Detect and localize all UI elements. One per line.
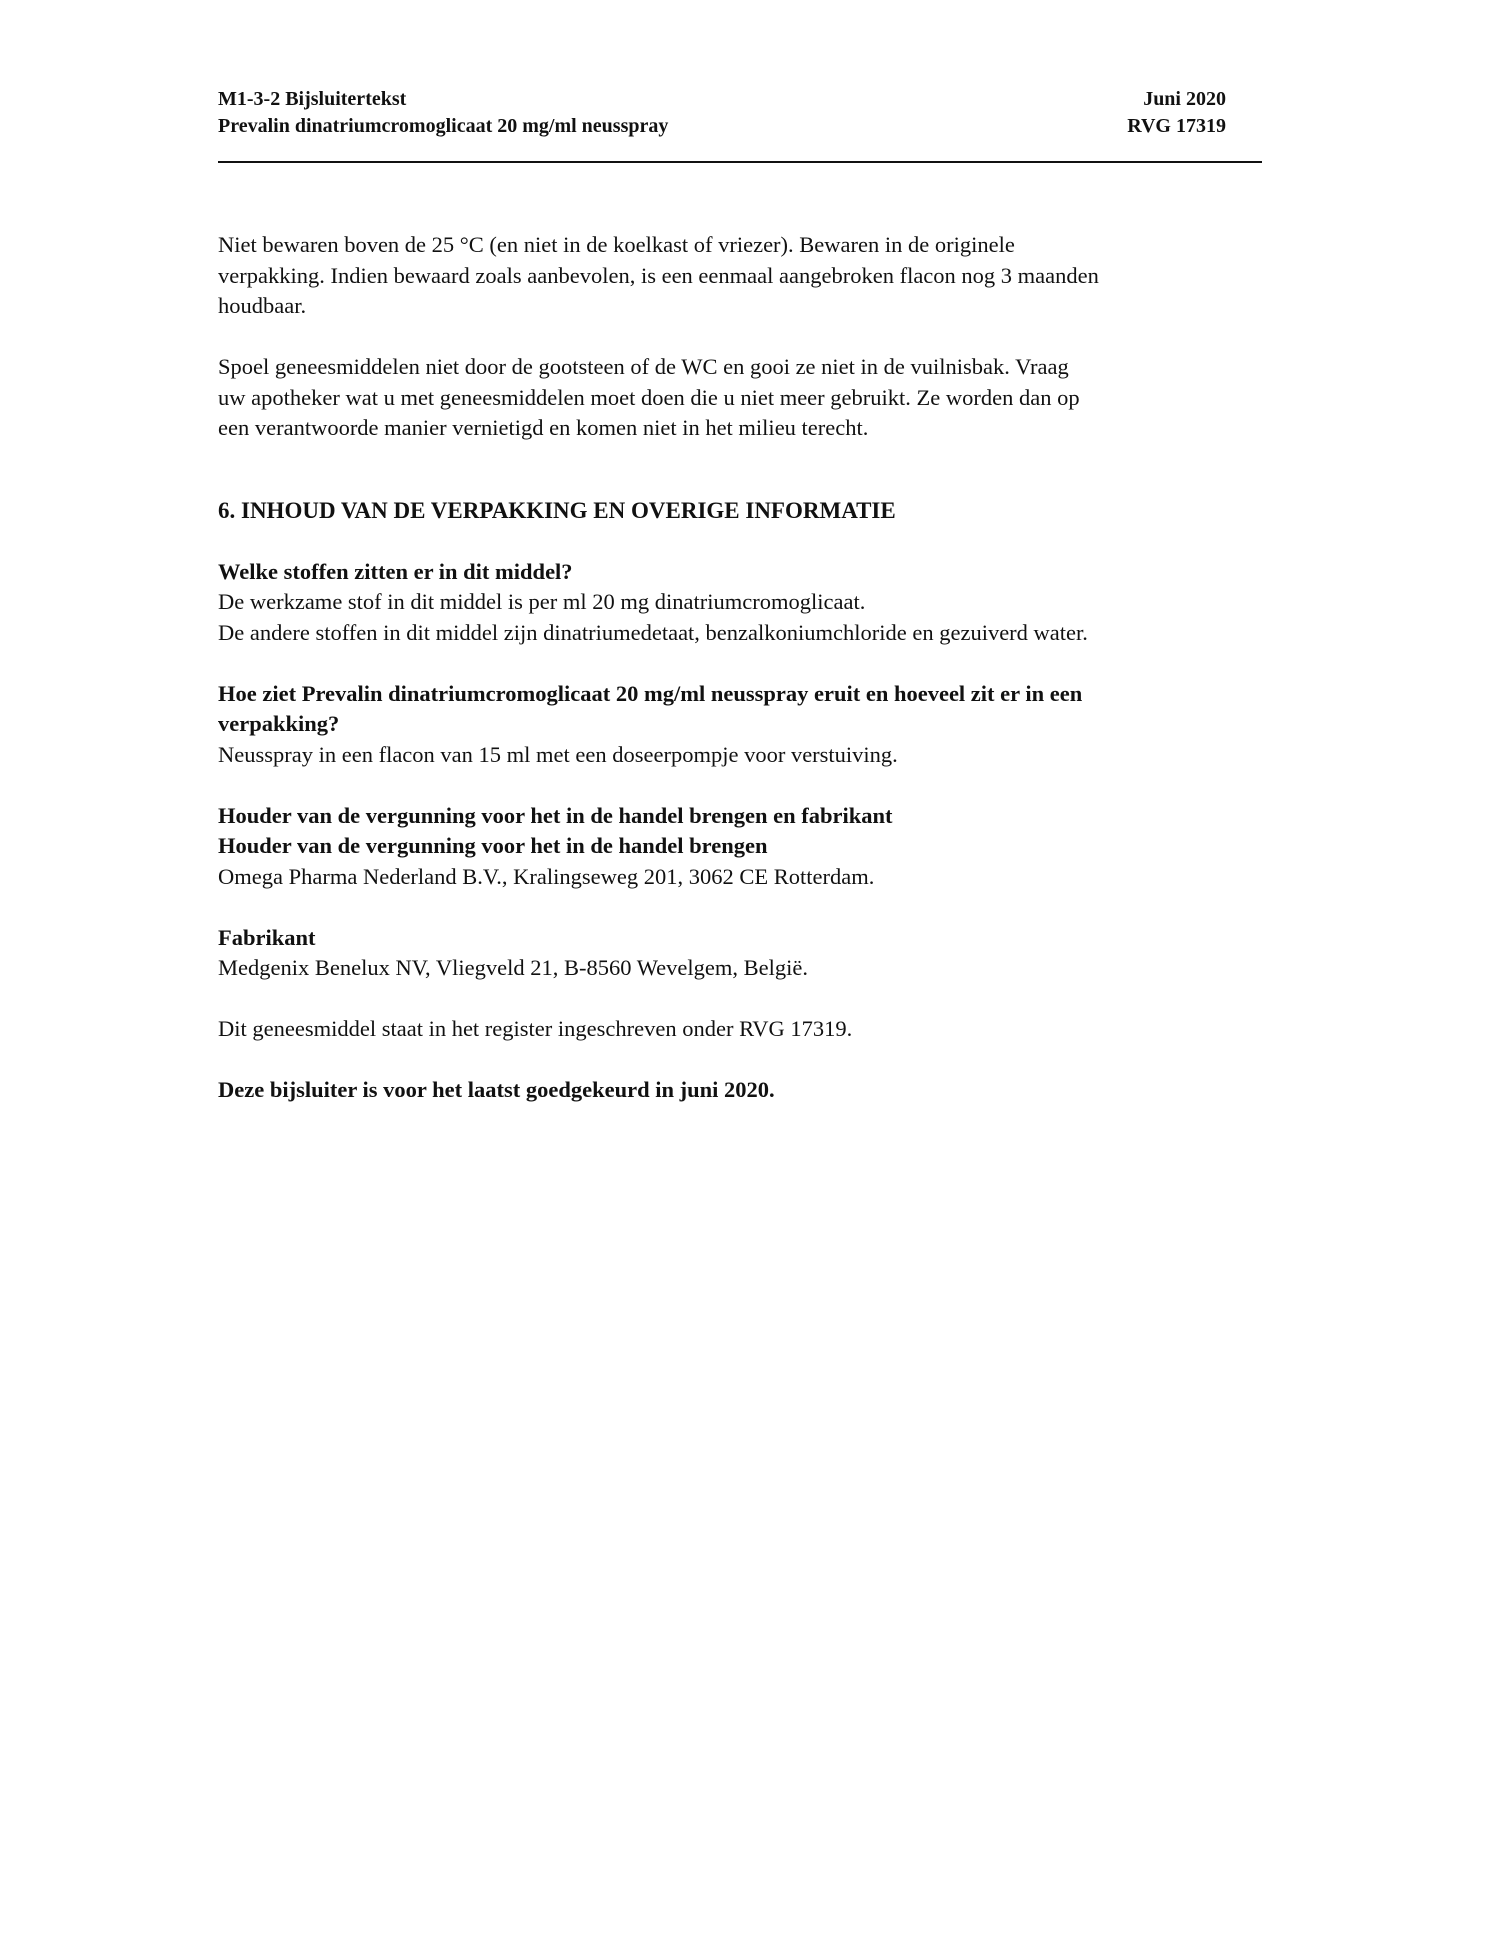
holder-manufacturer-heading: Houder van de vergunning voor het in de handel brengen en fabrikant (218, 802, 893, 828)
appearance-heading: Hoe ziet Prevalin dinatriumcromoglicaat 20 mg/ml neusspray eruit en hoeveel zit er in een (218, 680, 1083, 706)
manufacturer-heading: Fabrikant (218, 924, 316, 950)
section-title: 6. INHOUD VAN DE VERPAKKING EN OVERIGE INFORMATIE (218, 497, 896, 523)
appearance-heading-cont: verpakking? (218, 711, 340, 736)
header-row-2 (218, 113, 1226, 140)
register-text: Dit geneesmiddel staat in het register ingeschreven onder RVG 17319. (218, 1016, 853, 1041)
document-body (218, 230, 1268, 1106)
appearance-text: Neusspray in een flacon van 15 ml met een doseerpompje voor verstuiving. (218, 741, 898, 767)
rvg-number: RVG 17319 (1127, 115, 1226, 137)
manufacturer-address: Medgenix Benelux NV, Vliegveld 21, B-8560 Wevelgem, België. (218, 955, 808, 980)
holder-heading: Houder van de vergunning voor het in de handel brengen (218, 833, 768, 858)
product-name: Prevalin dinatriumcromoglicaat 20 mg/ml neusspray (218, 115, 669, 137)
header-divider (218, 161, 1262, 163)
text-line: uw apotheker wat u met geneesmiddelen moet doen die u niet meer gebruikt. Ze worden dan op (218, 384, 1080, 410)
text-line: verpakking. Indien bewaard zoals aanbevolen, is een eenmaal aangebroken flacon nog 3 maanden (218, 262, 1099, 288)
header-row-1 (218, 86, 1226, 113)
text-line: houdbaar. (218, 293, 307, 318)
text-line: een verantwoorde manier vernietigd en komen niet in het milieu terecht. (218, 415, 869, 440)
other-ingredients-text: De andere stoffen in dit middel zijn dinatriumedetaat, benzalkoniumchloride en gezuiverd water. (218, 619, 1088, 645)
text-line: Spoel geneesmiddelen niet door de gootsteen of de WC en gooi ze niet in de vuilnisbak. Vraag (218, 354, 1069, 379)
document-code: M1-3-2 Bijsluitertekst (218, 88, 407, 110)
holder-address: Omega Pharma Nederland B.V., Kralingseweg 201, 3062 CE Rotterdam. (218, 863, 875, 889)
document-date: Juni 2020 (1143, 88, 1226, 110)
active-ingredient-text: De werkzame stof in dit middel is per ml 20 mg dinatriumcromoglicaat. (218, 589, 866, 614)
approval-date-text: Deze bijsluiter is voor het laatst goedgekeurd in juni 2020. (218, 1077, 775, 1102)
page-header (218, 86, 1226, 140)
ingredients-heading: Welke stoffen zitten er in dit middel? (218, 558, 573, 584)
storage-paragraph (218, 230, 1268, 322)
disposal-paragraph (218, 352, 1268, 444)
text-line: Niet bewaren boven de 25 °C (en niet in de koelkast of vriezer). Bewaren in de originele (218, 232, 1015, 257)
